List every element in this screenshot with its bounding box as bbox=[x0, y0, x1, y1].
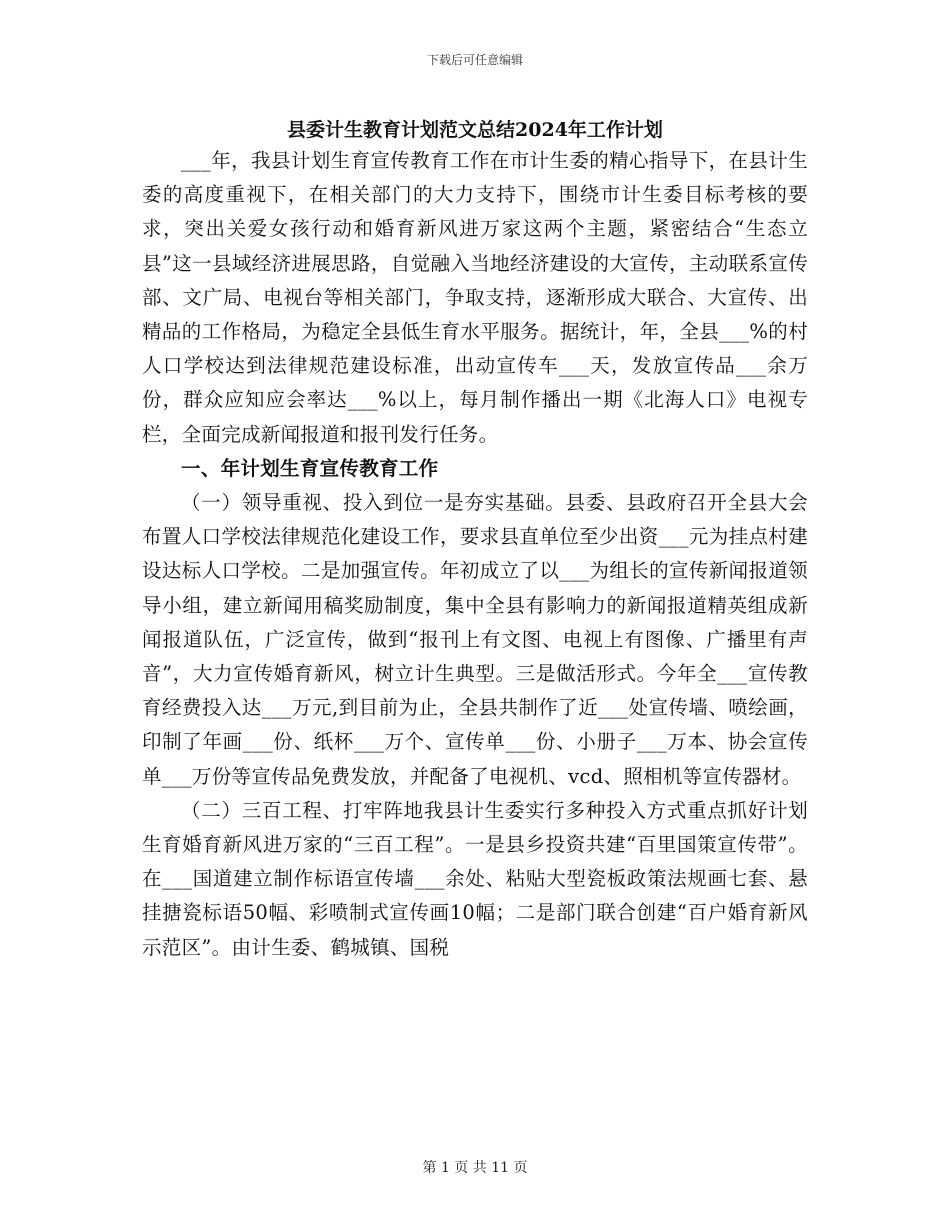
page-header-note: 下载后可任意编辑 bbox=[426, 53, 523, 67]
paragraph-three-hundred-project: （二）三百工程、打牢阵地我县计生委实行多种投入方式重点抓好计划生育婚育新风进万家的“三百工程”。一是县乡投资共建“百里国策宣传带”。在___国道建立制作标语宣传墙___余处、粘贴大型瓷板政策法规画七套、悬挂搪瓷标语50幅、彩喷制式宣传画10幅；二是部门联合创建“百户婚育新风示范区”。由计生委、鹤城镇、国税 bbox=[142, 798, 808, 959]
document-title: 县委计生教育计划范文总结2024年工作计划 bbox=[287, 119, 663, 141]
paragraph-leadership: （一）领导重视、投入到位一是夯实基础。县委、县政府召开全县大会布置人口学校法律规范化建设工作，要求县直单位至少出资___元为挂点村建设达标人口学校。二是加强宣传。年初成立了以___为组长的宣传新闻报道领导小组，建立新闻用稿奖励制度，集中全县有影响力的新闻报道精英组成新闻报道队伍，广泛宣传，做到“报刊上有文图、电视上有图像、广播里有声音”，大力宣传婚育新风，树立计生典型。三是做活形式。今年全___宣传教育经费投入达___万元,到目前为止，全县共制作了近___处宣传墙、喷绘画，印制了年画___份、纸杯___万个、宣传单___份、小册子___万本、协会宣传单___万份等宣传品免费发放，并配备了电视机、vcd、照相机等宣传器材。 bbox=[142, 491, 808, 788]
section-heading: 一、年计划生育宣传教育工作 bbox=[181, 456, 439, 480]
document-body bbox=[142, 144, 808, 965]
page-number: 第 1 页 共 11 页 bbox=[422, 1160, 528, 1176]
intro-paragraph: ___年，我县计划生育宣传教育工作在市计生委的精心指导下，在县计生委的高度重视下，在相关部门的大力支持下，围绕市计生委目标考核的要求，突出关爱女孩行动和婚育新风进万家这两个主题，紧密结合“生态立县”这一县域经济进展思路，自觉融入当地经济建设的大宣传，主动联系宣传部、文广局、电视台等相关部门，争取支持，逐渐形成大联合、大宣传、出精品的工作格局，为稳定全县低生育水平服务。据统计，年，全县___%的村人口学校达到法律规范建设标准，出动宣传车___天，发放宣传品___余万份，群众应知应会率达___%以上，每月制作播出一期《北海人口》电视专栏，全面完成新闻报道和报刊发行任务。 bbox=[142, 149, 808, 446]
